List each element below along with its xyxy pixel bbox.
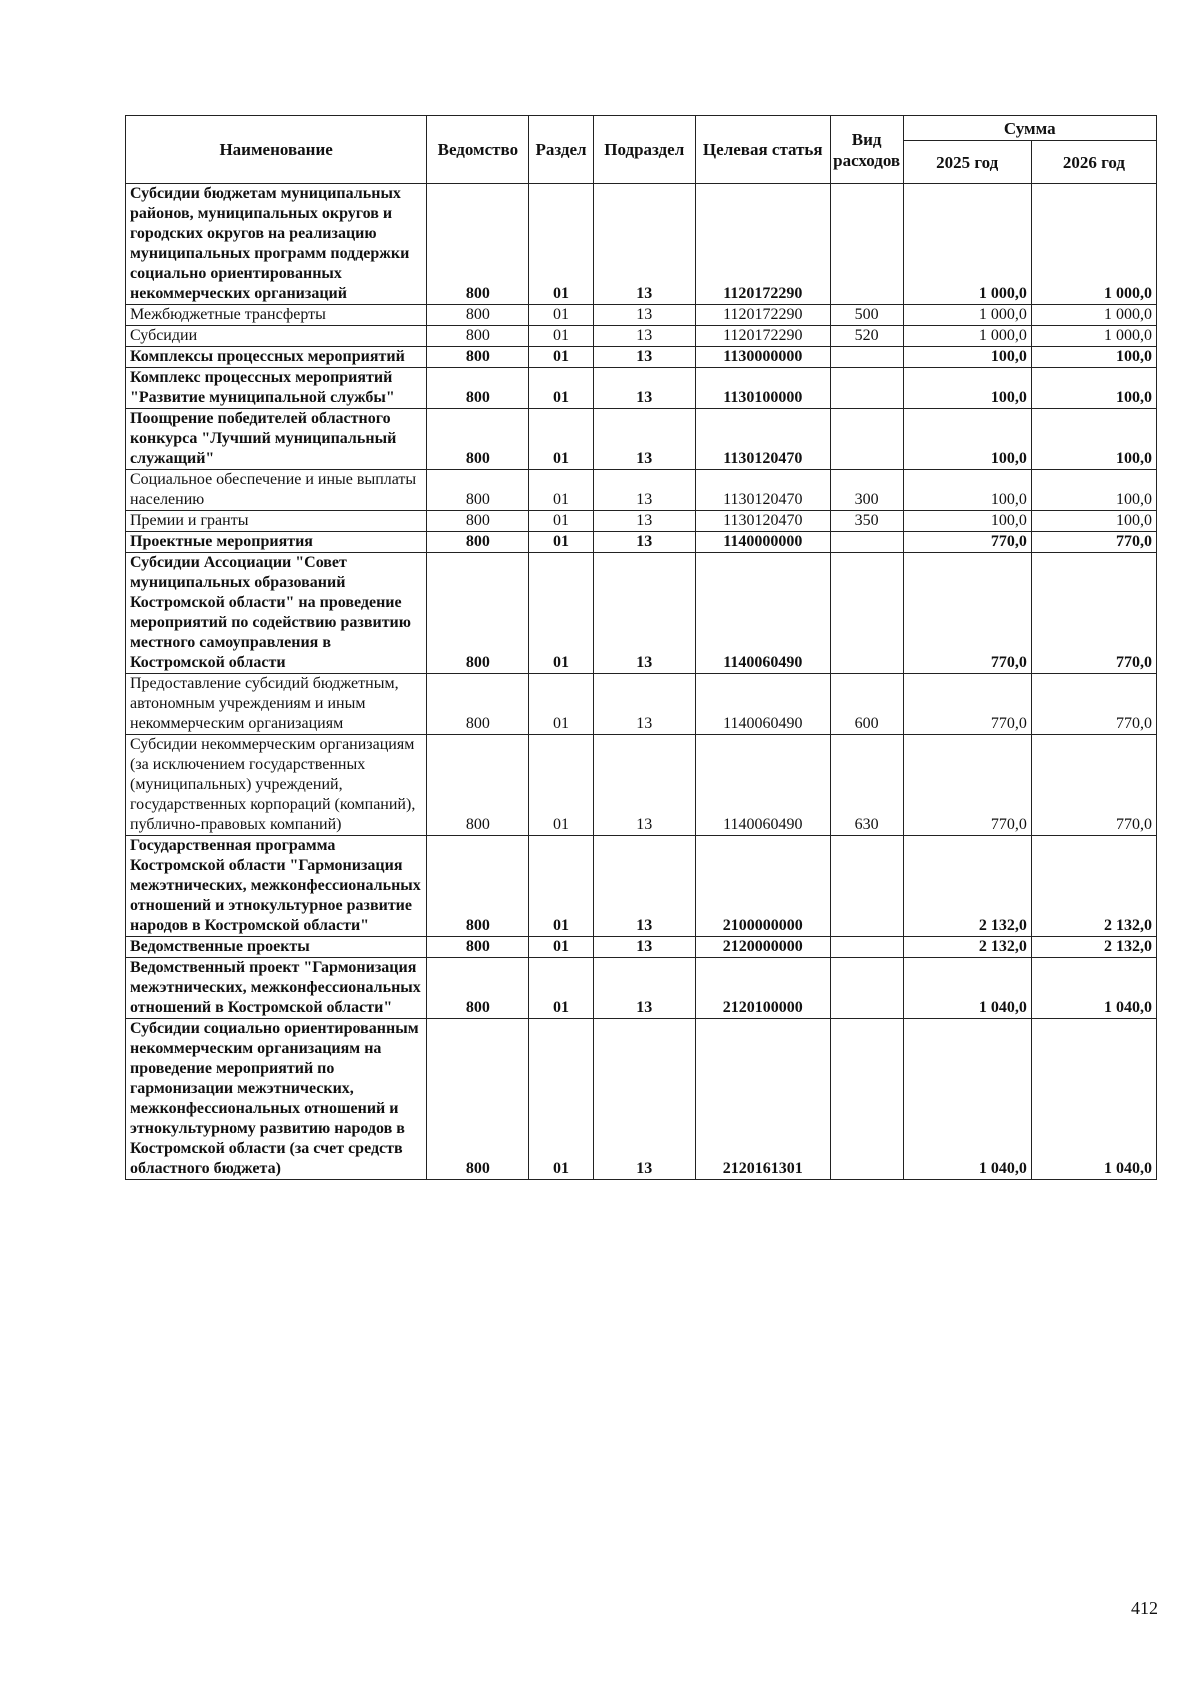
row-vid-cell	[830, 409, 903, 470]
row-sum-2025-cell: 1 040,0	[903, 958, 1031, 1019]
row-celevaya-cell: 1140060490	[695, 735, 830, 836]
row-podrazdel-cell: 13	[593, 836, 695, 937]
row-razdel-cell: 01	[529, 326, 593, 347]
col-header-year-2025: 2025 год	[903, 141, 1031, 184]
row-vid-cell	[830, 836, 903, 937]
table-row	[126, 674, 1157, 735]
row-vid-cell: 630	[830, 735, 903, 836]
row-vid-cell	[830, 958, 903, 1019]
row-celevaya-cell: 1130000000	[695, 347, 830, 368]
table-row	[126, 326, 1157, 347]
col-header-celevaya: Целевая статья	[695, 116, 830, 184]
row-name-cell: Ведомственный проект "Гармонизация межэтнических, межконфессиональных отношений в Костромской области"	[126, 958, 427, 1019]
row-podrazdel-cell: 13	[593, 305, 695, 326]
row-vedomstvo-cell: 800	[427, 532, 529, 553]
row-sum-2026-cell: 1 000,0	[1031, 184, 1156, 305]
table-row	[126, 1019, 1157, 1180]
row-podrazdel-cell: 13	[593, 326, 695, 347]
row-razdel-cell: 01	[529, 836, 593, 937]
row-celevaya-cell: 1120172290	[695, 326, 830, 347]
col-header-razdel: Раздел	[529, 116, 593, 184]
row-razdel-cell: 01	[529, 937, 593, 958]
row-name-cell: Субсидии социально ориентированным некоммерческим организациям на проведение мероприятий по гармонизации межэтнических, межконфессиональных отношений и этнокультурному развитию народов в Костромской области (за счет средств областного бюджета)	[126, 1019, 427, 1180]
row-vid-cell	[830, 532, 903, 553]
row-name-cell: Комплекс процессных мероприятий "Развитие муниципальной службы"	[126, 368, 427, 409]
row-celevaya-cell: 1120172290	[695, 184, 830, 305]
row-razdel-cell: 01	[529, 532, 593, 553]
row-sum-2026-cell: 770,0	[1031, 532, 1156, 553]
row-sum-2026-cell: 1 040,0	[1031, 1019, 1156, 1180]
row-podrazdel-cell: 13	[593, 409, 695, 470]
row-vid-cell	[830, 368, 903, 409]
col-header-name: Наименование	[126, 116, 427, 184]
row-name-cell: Субсидии Ассоциации "Совет муниципальных образований Костромской области" на проведение мероприятий по содействию развитию местного самоуправления в Костромской области	[126, 553, 427, 674]
row-vid-cell	[830, 937, 903, 958]
row-vedomstvo-cell: 800	[427, 470, 529, 511]
row-name-cell: Премии и гранты	[126, 511, 427, 532]
table-row	[126, 735, 1157, 836]
table-row	[126, 553, 1157, 674]
col-header-vedomstvo: Ведомство	[427, 116, 529, 184]
row-celevaya-cell: 2120000000	[695, 937, 830, 958]
row-podrazdel-cell: 13	[593, 937, 695, 958]
row-razdel-cell: 01	[529, 958, 593, 1019]
row-vedomstvo-cell: 800	[427, 553, 529, 674]
row-razdel-cell: 01	[529, 409, 593, 470]
row-celevaya-cell: 2120161301	[695, 1019, 830, 1180]
row-sum-2026-cell: 1 000,0	[1031, 305, 1156, 326]
row-vid-cell: 600	[830, 674, 903, 735]
row-name-cell: Комплексы процессных мероприятий	[126, 347, 427, 368]
row-sum-2025-cell: 770,0	[903, 553, 1031, 674]
row-sum-2026-cell: 2 132,0	[1031, 937, 1156, 958]
row-celevaya-cell: 1130120470	[695, 470, 830, 511]
row-name-cell: Государственная программа Костромской области "Гармонизация межэтнических, межконфессиональных отношений и этнокультурное развитие народов в Костромской области"	[126, 836, 427, 937]
table-row	[126, 409, 1157, 470]
row-celevaya-cell: 1140060490	[695, 553, 830, 674]
col-header-podrazdel: Подраздел	[593, 116, 695, 184]
row-vid-cell: 520	[830, 326, 903, 347]
row-podrazdel-cell: 13	[593, 958, 695, 1019]
row-sum-2025-cell: 100,0	[903, 347, 1031, 368]
table-row	[126, 836, 1157, 937]
row-celevaya-cell: 2120100000	[695, 958, 830, 1019]
row-sum-2026-cell: 770,0	[1031, 735, 1156, 836]
row-vedomstvo-cell: 800	[427, 368, 529, 409]
row-sum-2026-cell: 2 132,0	[1031, 836, 1156, 937]
row-razdel-cell: 01	[529, 735, 593, 836]
row-vid-cell	[830, 347, 903, 368]
row-vedomstvo-cell: 800	[427, 1019, 529, 1180]
row-name-cell: Межбюджетные трансферты	[126, 305, 427, 326]
table-row	[126, 470, 1157, 511]
table-row	[126, 532, 1157, 553]
row-razdel-cell: 01	[529, 511, 593, 532]
row-razdel-cell: 01	[529, 1019, 593, 1180]
row-sum-2025-cell: 100,0	[903, 511, 1031, 532]
row-vid-cell	[830, 553, 903, 674]
row-podrazdel-cell: 13	[593, 511, 695, 532]
row-celevaya-cell: 1130120470	[695, 511, 830, 532]
row-sum-2026-cell: 100,0	[1031, 409, 1156, 470]
row-vedomstvo-cell: 800	[427, 674, 529, 735]
col-header-vid: Вид расходов	[830, 116, 903, 184]
row-name-cell: Субсидии бюджетам муниципальных районов, муниципальных округов и городских округов на реализацию муниципальных программ поддержки социально ориентированных некоммерческих организаций	[126, 184, 427, 305]
row-razdel-cell: 01	[529, 553, 593, 674]
row-celevaya-cell: 2100000000	[695, 836, 830, 937]
row-celevaya-cell: 1130120470	[695, 409, 830, 470]
row-name-cell: Субсидии некоммерческим организациям (за исключением государственных (муниципальных) учреждений, государственных корпораций (компаний), публично-правовых компаний)	[126, 735, 427, 836]
row-razdel-cell: 01	[529, 305, 593, 326]
table-row	[126, 511, 1157, 532]
table-row	[126, 368, 1157, 409]
row-vid-cell: 300	[830, 470, 903, 511]
row-name-cell: Поощрение победителей областного конкурса "Лучший муниципальный служащий"	[126, 409, 427, 470]
table-row	[126, 305, 1157, 326]
row-podrazdel-cell: 13	[593, 735, 695, 836]
row-sum-2025-cell: 1 040,0	[903, 1019, 1031, 1180]
row-vedomstvo-cell: 800	[427, 511, 529, 532]
row-vedomstvo-cell: 800	[427, 836, 529, 937]
row-name-cell: Субсидии	[126, 326, 427, 347]
row-name-cell: Проектные мероприятия	[126, 532, 427, 553]
row-sum-2026-cell: 100,0	[1031, 368, 1156, 409]
row-razdel-cell: 01	[529, 347, 593, 368]
row-name-cell: Социальное обеспечение и иные выплаты населению	[126, 470, 427, 511]
row-sum-2025-cell: 770,0	[903, 674, 1031, 735]
row-vid-cell	[830, 1019, 903, 1180]
row-vedomstvo-cell: 800	[427, 184, 529, 305]
row-podrazdel-cell: 13	[593, 674, 695, 735]
row-podrazdel-cell: 13	[593, 470, 695, 511]
row-razdel-cell: 01	[529, 368, 593, 409]
row-celevaya-cell: 1140000000	[695, 532, 830, 553]
row-name-cell: Предоставление субсидий бюджетным, автономным учреждениям и иным некоммерческим организациям	[126, 674, 427, 735]
row-vedomstvo-cell: 800	[427, 305, 529, 326]
row-celevaya-cell: 1130100000	[695, 368, 830, 409]
table-row	[126, 958, 1157, 1019]
row-razdel-cell: 01	[529, 184, 593, 305]
table-body	[126, 184, 1157, 1180]
row-podrazdel-cell: 13	[593, 184, 695, 305]
row-sum-2026-cell: 1 000,0	[1031, 326, 1156, 347]
row-sum-2025-cell: 100,0	[903, 368, 1031, 409]
row-sum-2025-cell: 1 000,0	[903, 326, 1031, 347]
row-sum-2025-cell: 1 000,0	[903, 184, 1031, 305]
row-vid-cell: 350	[830, 511, 903, 532]
row-sum-2026-cell: 100,0	[1031, 470, 1156, 511]
row-sum-2026-cell: 100,0	[1031, 347, 1156, 368]
row-podrazdel-cell: 13	[593, 553, 695, 674]
row-vedomstvo-cell: 800	[427, 347, 529, 368]
row-celevaya-cell: 1140060490	[695, 674, 830, 735]
row-celevaya-cell: 1120172290	[695, 305, 830, 326]
budget-table	[125, 115, 1157, 1180]
row-vid-cell	[830, 184, 903, 305]
row-sum-2025-cell: 2 132,0	[903, 937, 1031, 958]
row-vedomstvo-cell: 800	[427, 326, 529, 347]
table-header	[126, 116, 1157, 184]
row-sum-2025-cell: 770,0	[903, 735, 1031, 836]
col-header-year-2026: 2026 год	[1031, 141, 1156, 184]
col-header-summa: Сумма	[903, 116, 1156, 141]
row-sum-2025-cell: 1 000,0	[903, 305, 1031, 326]
table-row	[126, 184, 1157, 305]
row-name-cell: Ведомственные проекты	[126, 937, 427, 958]
table-row	[126, 347, 1157, 368]
row-sum-2026-cell: 770,0	[1031, 553, 1156, 674]
row-podrazdel-cell: 13	[593, 532, 695, 553]
row-sum-2025-cell: 2 132,0	[903, 836, 1031, 937]
row-podrazdel-cell: 13	[593, 368, 695, 409]
row-vid-cell: 500	[830, 305, 903, 326]
table-row	[126, 937, 1157, 958]
row-podrazdel-cell: 13	[593, 1019, 695, 1180]
row-razdel-cell: 01	[529, 470, 593, 511]
row-sum-2026-cell: 100,0	[1031, 511, 1156, 532]
row-sum-2025-cell: 100,0	[903, 409, 1031, 470]
row-vedomstvo-cell: 800	[427, 735, 529, 836]
row-sum-2025-cell: 770,0	[903, 532, 1031, 553]
row-vedomstvo-cell: 800	[427, 937, 529, 958]
row-sum-2026-cell: 770,0	[1031, 674, 1156, 735]
row-vedomstvo-cell: 800	[427, 958, 529, 1019]
row-sum-2025-cell: 100,0	[903, 470, 1031, 511]
row-podrazdel-cell: 13	[593, 347, 695, 368]
page-number: 412	[1131, 1598, 1158, 1618]
row-sum-2026-cell: 1 040,0	[1031, 958, 1156, 1019]
row-vedomstvo-cell: 800	[427, 409, 529, 470]
row-razdel-cell: 01	[529, 674, 593, 735]
